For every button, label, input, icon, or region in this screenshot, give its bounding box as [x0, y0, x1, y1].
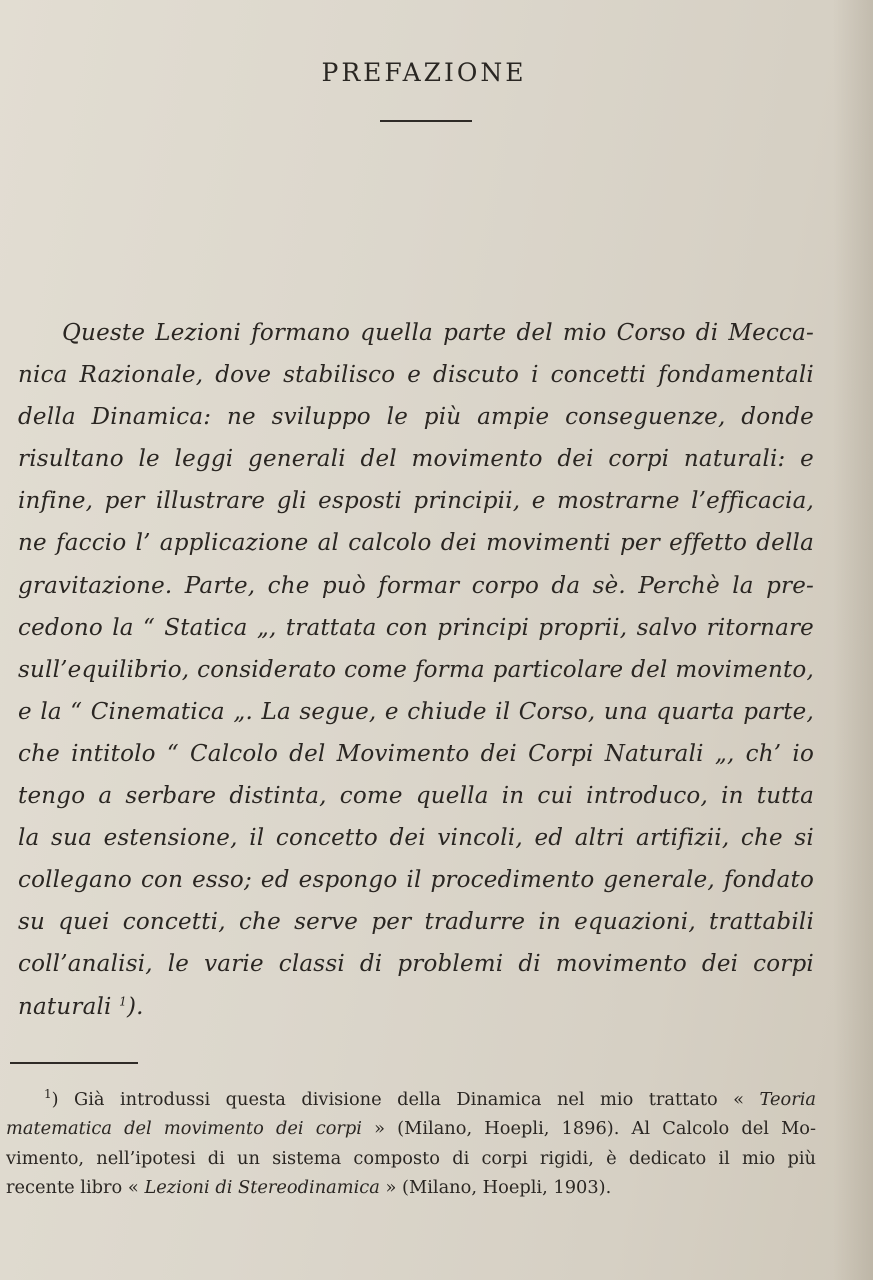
- footnote-rule: [10, 1062, 138, 1064]
- preface-paragraph: [18, 312, 814, 1028]
- text-line: che intitolo “ Calcolo del Movimento dei Corpi Naturali „, ch’ io: [18, 740, 814, 767]
- footnote-text: ) Già introdussi questa divisione della Dinamica nel mio trattato «: [51, 1089, 745, 1110]
- footnote-book-title: Teoria: [759, 1089, 817, 1110]
- footnote-line: [6, 1173, 816, 1202]
- text-line: della Dinamica: ne sviluppo le più ampie conseguenze, donde: [18, 404, 814, 431]
- text-line: tengo a serbare distinta, come quella in cui introduco, in tutta: [18, 783, 814, 810]
- text-line: infine, per illustrare gli esposti principii, e mostrarne l’efficacia,: [18, 488, 814, 515]
- text-line: e la “ Cinematica „. La segue, e chiude il Corso, una quarta parte,: [18, 698, 814, 725]
- footnote: [6, 1085, 816, 1203]
- footnote-text: recente libro «: [6, 1177, 139, 1199]
- text-line: risultano le leggi generali del movimento dei corpi naturali: e: [18, 446, 814, 473]
- text-line: coll’analisi, le varie classi di problemi di movimento dei corpi: [18, 951, 814, 978]
- footnote-line: vimento, nell’ipotesi di un sistema composto di corpi rigidi, è dedicato il mio più: [6, 1147, 816, 1169]
- footnote-line: [6, 1114, 816, 1143]
- last-line-end: ).: [126, 993, 144, 1020]
- page-edge-shadow: [833, 0, 873, 1280]
- text-line: collegano con esso; ed espongo il procedimento generale, fondato: [18, 867, 814, 894]
- text-line: su quei concetti, che serve per tradurre in equazioni, trattabili: [18, 909, 814, 936]
- text-line: Queste Lezioni formano quella parte del mio Corso di Mecca-: [62, 320, 814, 346]
- footnote-marker: 1: [44, 1087, 52, 1102]
- title-rule: [380, 120, 472, 122]
- text-line-last: [18, 986, 814, 1028]
- text-line: gravitazione. Parte, che può formar corpo da sè. Perchè la pre-: [18, 572, 814, 599]
- last-line-text: naturali: [18, 993, 112, 1020]
- footnote-reference[interactable]: 1: [119, 993, 127, 1008]
- footnote-book-title: Lezioni di Stereodinamica: [144, 1177, 380, 1199]
- footnote-text: » (Milano, Hoepli, 1903).: [385, 1177, 612, 1199]
- text-line: nica Razionale, dove stabilisco e discuto i concetti fondamentali: [18, 362, 814, 389]
- footnote-text: » (Milano, Hoepli, 1896). Al Calcolo del Mo-: [374, 1118, 816, 1140]
- text-line: la sua estensione, il concetto dei vincoli, ed altri artifizii, che si: [18, 825, 814, 852]
- page-title: PREFAZIONE: [321, 58, 527, 87]
- footnote-line: [6, 1085, 816, 1114]
- text-line: ne faccio l’ applicazione al calcolo dei movimenti per effetto della: [18, 530, 814, 557]
- footnote-book-title: matematica del movimento dei corpi: [6, 1118, 362, 1140]
- text-line: sull’equilibrio, considerato come forma particolare del movimento,: [18, 656, 814, 683]
- text-line: cedono la “ Statica „, trattata con principi proprii, salvo ritornare: [18, 614, 814, 641]
